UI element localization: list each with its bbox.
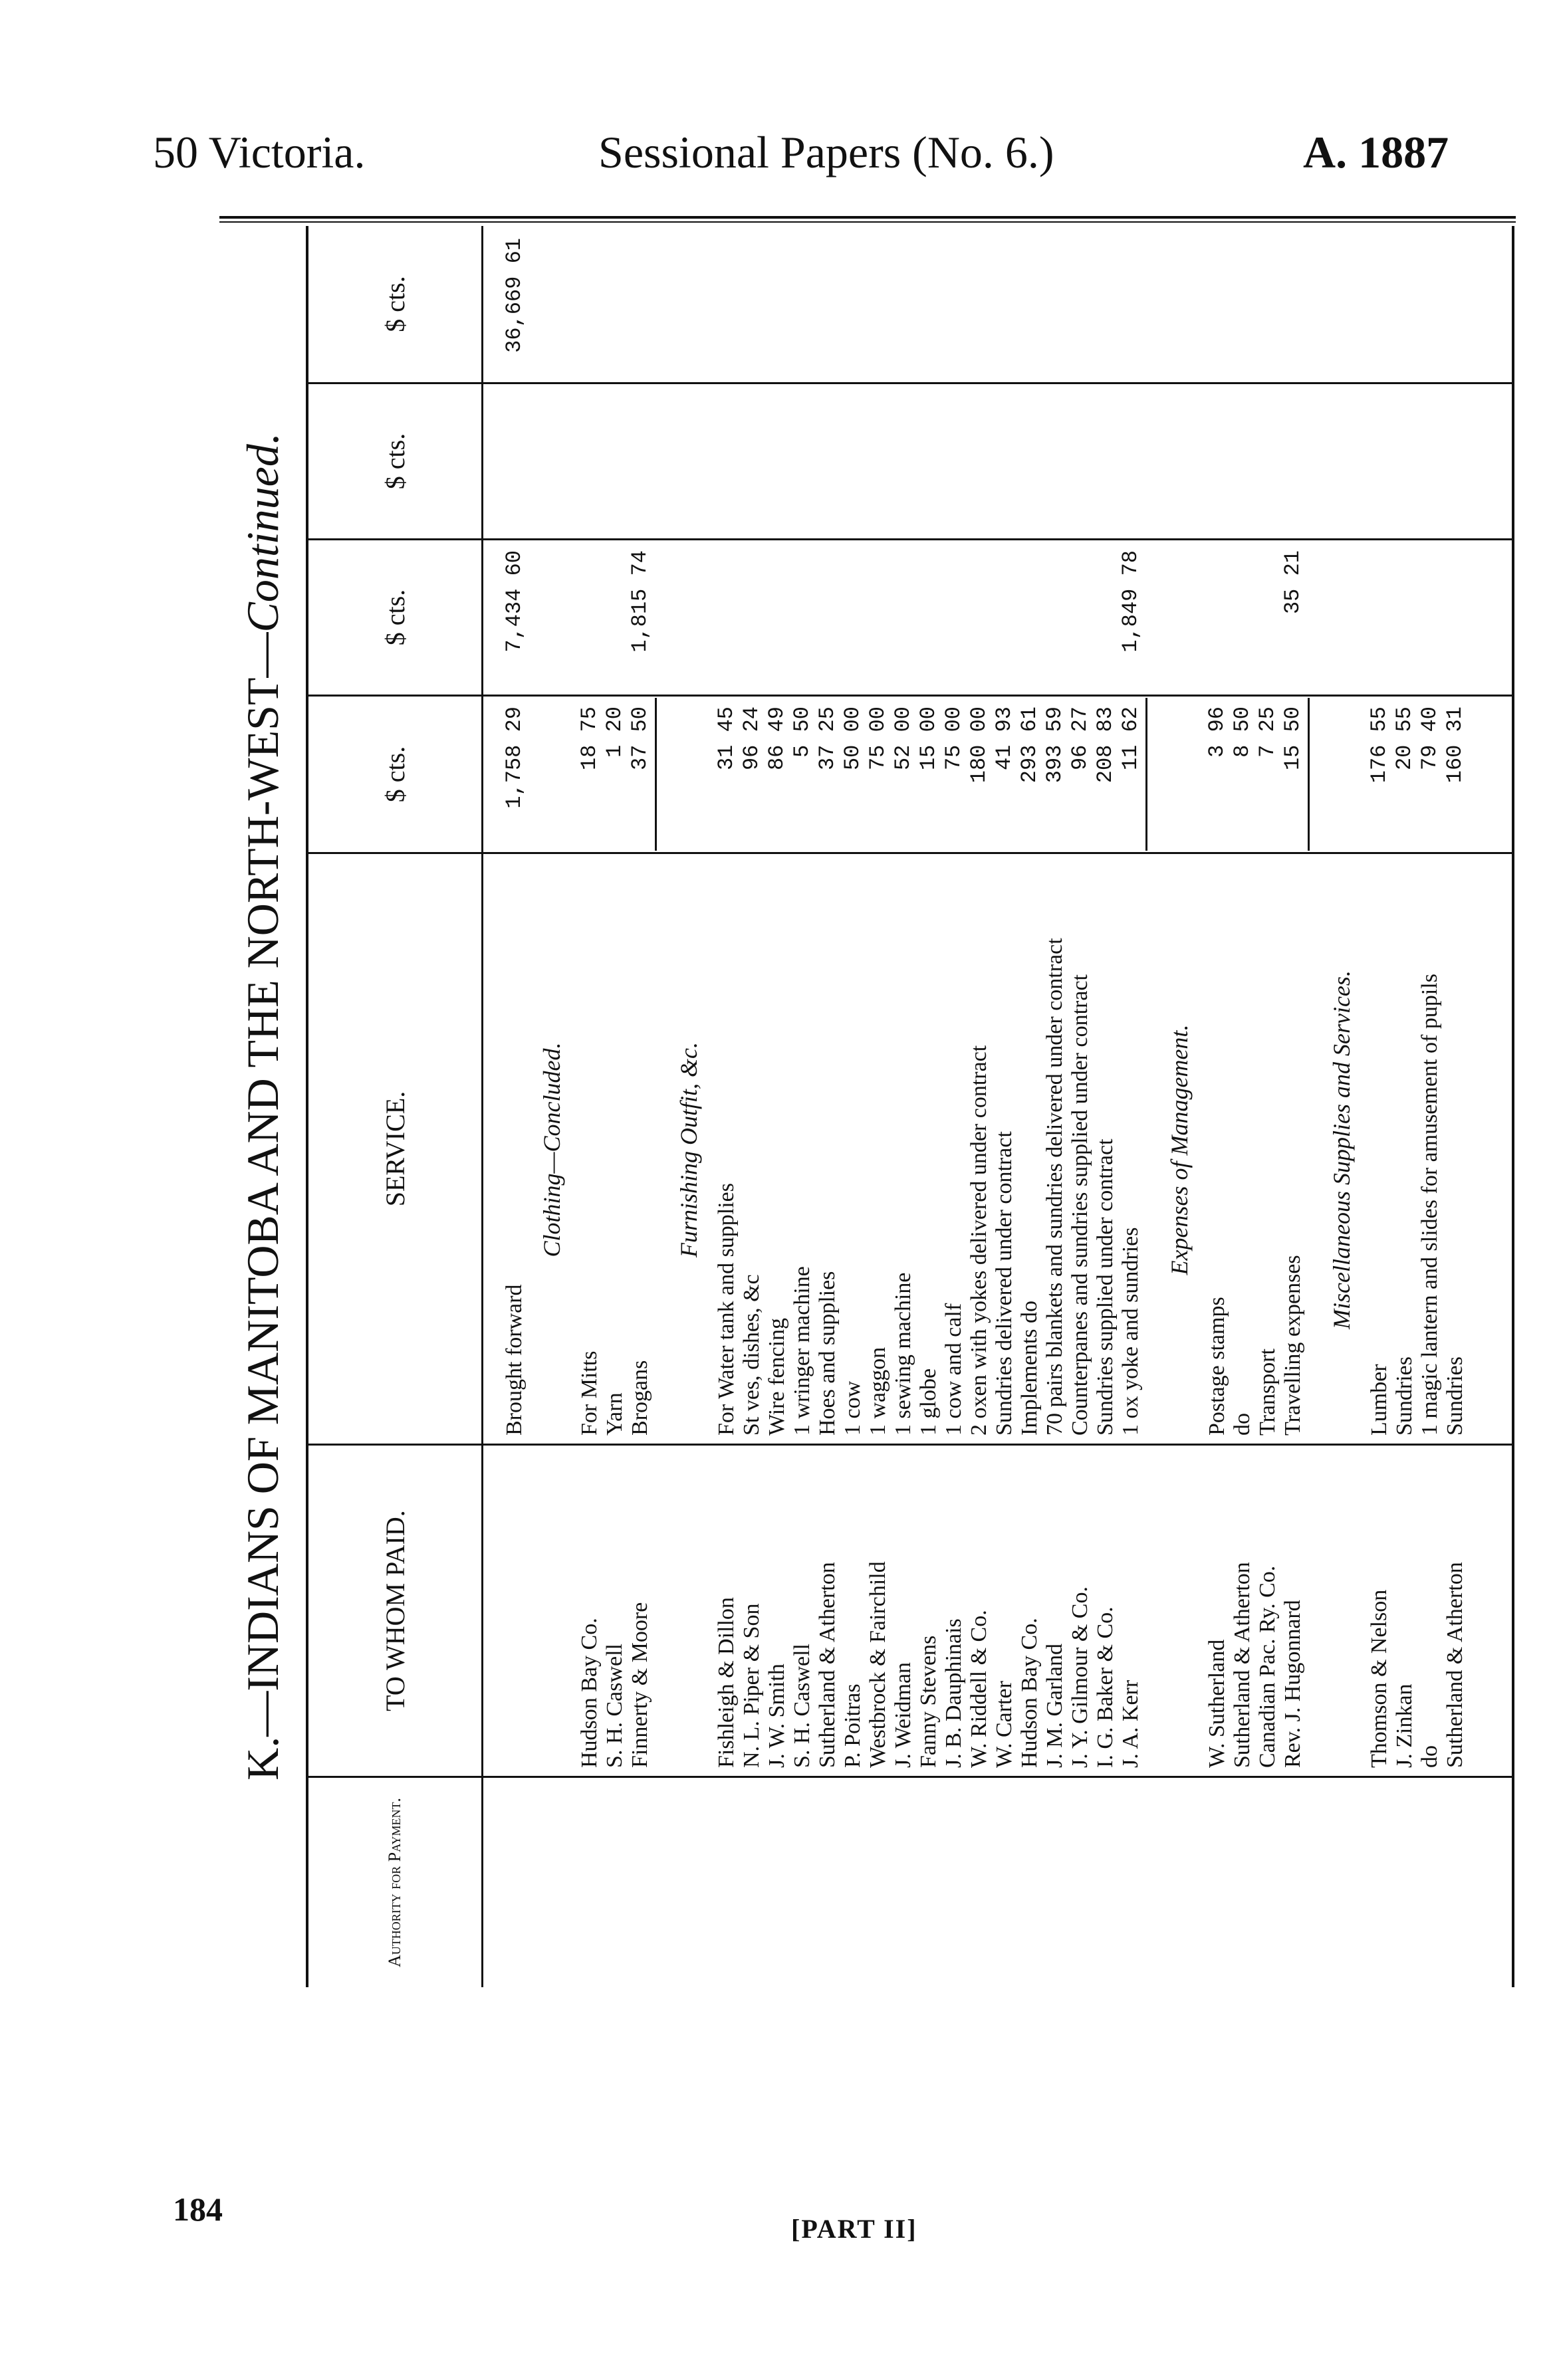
amount-cell: 293 61: [1017, 706, 1042, 784]
amount-cell: 31 45: [714, 706, 739, 771]
col-divider: [308, 382, 1512, 384]
col-divider: [308, 538, 1512, 540]
section-total: 1,815 74: [628, 550, 652, 653]
header-center: Sessional Papers (No. 6.): [598, 127, 1054, 177]
payee-cell: J. Y. Gilmour & Co.: [1068, 1586, 1092, 1768]
service-cell: Implements do: [1017, 1300, 1042, 1436]
section-heading: Expenses of Management.: [1166, 1024, 1193, 1275]
amount-cell: 41 93: [992, 706, 1016, 771]
brought-forward-label: Brought forward: [502, 1284, 527, 1436]
amount-cell: 96 24: [739, 706, 764, 771]
amount-cell: 18 75: [577, 706, 602, 771]
service-cell: Hoes and supplies: [815, 1271, 840, 1436]
section-heading: Furnishing Outfit, &c.: [675, 1042, 702, 1257]
col-divider: [308, 852, 1512, 854]
amount-cell: 75 00: [941, 706, 966, 771]
service-cell: 1 globe: [916, 1368, 941, 1436]
payee-cell: J. W. Smith: [765, 1664, 789, 1768]
payee-cell: J. M. Garland: [1042, 1644, 1067, 1768]
part-label: [PART II]: [791, 2214, 917, 2244]
amount-cell: 8 50: [1230, 706, 1254, 758]
payee-cell: N. L. Piper & Son: [739, 1603, 764, 1768]
section-heading: Clothing—Concluded.: [538, 1042, 565, 1257]
payee-cell: J. A. Kerr: [1118, 1679, 1143, 1768]
payee-cell: Fishleigh & Dillon: [714, 1597, 739, 1768]
header-left: 50 Victoria.: [153, 127, 366, 177]
amount-cell: 176 55: [1367, 706, 1391, 784]
service-cell: 2 oxen with yokes delivered under contract: [967, 1045, 991, 1436]
service-cell: Transport: [1255, 1349, 1280, 1436]
service-cell: Counterpanes and sundries supplied under contract: [1068, 974, 1092, 1436]
amount-cell: 86 49: [765, 706, 789, 771]
payee-cell: Sutherland & Atherton: [815, 1562, 840, 1768]
amount-cell: 7 25: [1255, 706, 1280, 758]
payee-cell: Sutherland & Atherton: [1230, 1562, 1254, 1768]
amount-cell: 75 00: [866, 706, 890, 771]
header-underline: [481, 226, 483, 1987]
payee-cell: W. Sutherland: [1205, 1639, 1229, 1768]
amount-cell: 3 96: [1205, 706, 1229, 758]
payee-cell: Hudson Bay Co.: [1017, 1618, 1042, 1768]
section-total: 35 21: [1280, 550, 1305, 615]
service-cell: Sundries supplied under contract: [1093, 1138, 1118, 1436]
payee-cell: Westbrock & Fairchild: [866, 1561, 890, 1768]
payee-cell: W. Carter: [992, 1681, 1016, 1768]
amount-cell: 11 62: [1118, 706, 1143, 771]
subtotal-rule: [1145, 698, 1147, 851]
col-divider: [308, 695, 1512, 697]
section-total: 1,849 78: [1118, 550, 1143, 653]
payee-cell: J. Zinkan: [1392, 1683, 1417, 1768]
amount-cell: 393 59: [1042, 706, 1067, 784]
brought-forward-c2: 7,434 60: [502, 550, 527, 653]
page-number: 184: [173, 2191, 223, 2228]
payee-cell: Sutherland & Atherton: [1443, 1562, 1467, 1768]
payee-cell: do: [1417, 1745, 1442, 1768]
amount-cell: 20 55: [1392, 706, 1417, 771]
amount-cell: 15 50: [1280, 706, 1305, 771]
payee-cell: J. B. Dauphinais: [941, 1618, 966, 1768]
payee-cell: Canadian Pac. Ry. Co.: [1255, 1565, 1280, 1768]
payee-cell: P. Poitras: [840, 1683, 865, 1768]
service-cell: Postage stamps: [1205, 1297, 1229, 1436]
col-service: SERVICE.: [380, 1091, 410, 1207]
col-cts-4: $ cts.: [380, 276, 410, 332]
col-divider: [308, 1776, 1512, 1778]
title-main: K.—INDIANS OF MANITOBA AND THE NORTH-WEST—: [237, 632, 288, 1781]
service-cell: St ves, dishes, &c: [739, 1274, 764, 1436]
section-heading: Miscellaneous Supplies and Services.: [1328, 970, 1355, 1329]
amount-cell: 5 50: [790, 706, 814, 758]
service-cell: 70 pairs blankets and sundries delivered under contract: [1042, 938, 1067, 1436]
header-rule-thin: [219, 221, 1516, 223]
amount-cell: 50 00: [840, 706, 865, 771]
payee-cell: S. H. Caswell: [790, 1644, 814, 1768]
service-cell: 1 waggon: [866, 1347, 890, 1436]
amount-cell: 37 50: [628, 706, 652, 771]
service-cell: Sundries: [1392, 1356, 1417, 1436]
payee-cell: S. H. Caswell: [602, 1644, 627, 1768]
col-authority: Authority for Payment.: [385, 1797, 404, 1968]
amount-cell: 15 00: [916, 706, 941, 771]
amount-cell: 180 00: [967, 706, 991, 784]
payee-cell: Hudson Bay Co.: [577, 1618, 602, 1768]
service-cell: Wire fencing: [765, 1317, 789, 1436]
payee-cell: Thomson & Nelson: [1367, 1589, 1391, 1768]
section-divider: [1204, 1444, 1305, 1446]
service-cell: Yarn: [602, 1392, 627, 1436]
table-title: [219, 226, 306, 1987]
service-cell: Travelling expenses: [1280, 1255, 1305, 1436]
rotated-table-page: [219, 226, 1509, 1987]
col-cts-2: $ cts.: [380, 589, 410, 646]
section-divider: [713, 1444, 1143, 1446]
service-cell: Lumber: [1367, 1364, 1391, 1436]
col-cts-3: $ cts.: [380, 433, 410, 490]
service-cell: Brogans: [628, 1360, 652, 1436]
col-to-whom: TO WHOM PAID.: [380, 1510, 410, 1711]
service-cell: Sundries: [1443, 1356, 1467, 1436]
amount-cell: 160 31: [1443, 706, 1467, 784]
payee-cell: Fanny Stevens: [916, 1635, 941, 1768]
service-cell: 1 magic lantern and slides for amusement of pupils: [1417, 974, 1442, 1436]
service-cell: For Mitts: [577, 1351, 602, 1436]
amount-cell: 79 40: [1417, 706, 1442, 771]
payee-cell: Finnerty & Moore: [628, 1602, 652, 1768]
payee-cell: J. Weidman: [891, 1662, 915, 1768]
amount-cell: 1 20: [602, 706, 627, 758]
amount-cell: 52 00: [891, 706, 915, 771]
payee-cell: Rev. J. Hugonnard: [1280, 1600, 1305, 1768]
service-cell: 1 ox yoke and sundries: [1118, 1227, 1143, 1436]
service-cell: Sundries delivered under contract: [992, 1131, 1016, 1436]
amount-cell: 96 27: [1068, 706, 1092, 771]
col-cts-1: $ cts.: [380, 746, 410, 803]
service-cell: do: [1230, 1413, 1254, 1436]
brought-forward-c1: 1,758 29: [502, 706, 527, 809]
subtotal-rule: [655, 698, 657, 851]
amount-cell: 208 83: [1093, 706, 1118, 784]
title-continued: Continued.: [237, 433, 288, 633]
brought-forward-c4: 36,669 61: [502, 238, 527, 353]
payee-cell: W. Riddell & Co.: [967, 1610, 991, 1768]
header-rule: [219, 216, 1516, 219]
service-cell: 1 cow: [840, 1380, 865, 1436]
header-right: A. 1887: [1303, 127, 1449, 177]
ledger-table: [306, 226, 1514, 1987]
amount-cell: 37 25: [815, 706, 840, 771]
service-cell: 1 cow and calf: [941, 1303, 966, 1436]
section-divider: [576, 1444, 652, 1446]
service-cell: For Water tank and supplies: [714, 1182, 739, 1436]
service-cell: 1 wringer machine: [790, 1266, 814, 1436]
service-cell: 1 sewing machine: [891, 1272, 915, 1436]
payee-cell: I. G. Baker & Co.: [1093, 1606, 1118, 1768]
subtotal-rule: [1308, 698, 1310, 851]
